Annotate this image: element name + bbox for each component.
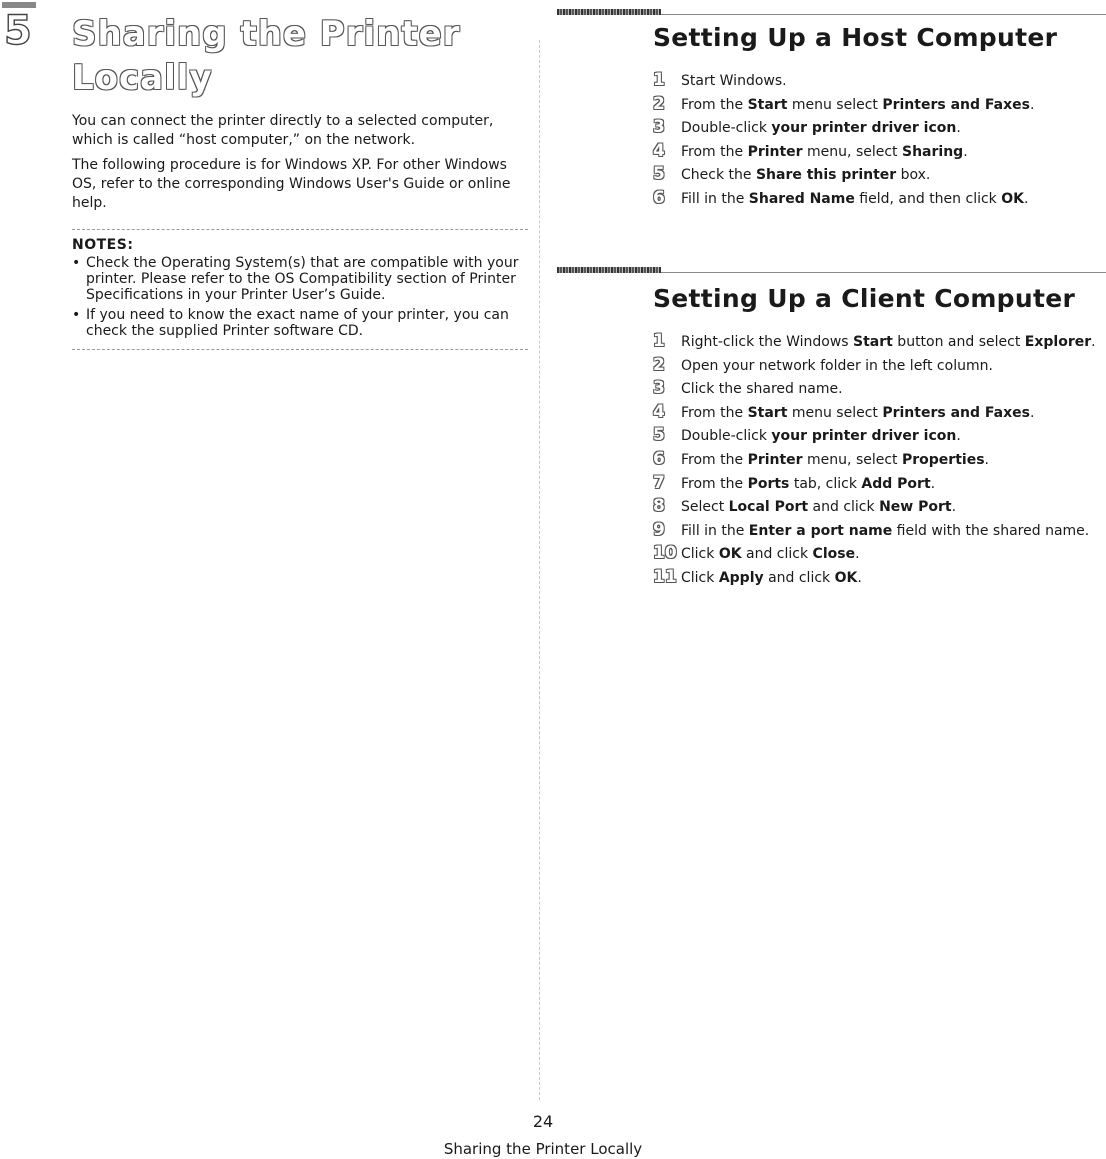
step-number: 3 xyxy=(653,117,665,138)
step-keyword: Share this printer xyxy=(755,167,897,184)
step-number: 1 xyxy=(653,70,665,90)
host-section-title: Setting Up a Host Computer xyxy=(653,23,1058,52)
running-footer: Sharing the Printer Locally xyxy=(443,1140,643,1158)
step-text: Click the shared name. xyxy=(681,381,843,398)
step-text: . xyxy=(963,143,968,160)
step-keyword: Printer xyxy=(747,451,803,468)
step-item xyxy=(653,401,1103,425)
step-number: 3 xyxy=(653,378,665,399)
chapter-number: 5 xyxy=(4,8,32,48)
step-number: 11 xyxy=(653,566,677,587)
step-text: Start Windows. xyxy=(681,73,787,89)
step-keyword: your printer driver icon xyxy=(771,120,957,137)
step-text: and click xyxy=(808,499,880,516)
section-rule-marker xyxy=(557,267,661,273)
step-text: Double-click xyxy=(681,428,772,445)
step-item xyxy=(653,472,1103,496)
client-section-title: Setting Up a Client Computer xyxy=(653,284,1076,313)
step-text: Open your network folder in the left column. xyxy=(681,357,993,374)
step-text: From the xyxy=(681,475,748,492)
step-keyword: Start xyxy=(853,334,893,350)
client-steps-list xyxy=(653,330,1103,590)
step-keyword: Shared Name xyxy=(748,190,855,207)
host-steps-list xyxy=(653,69,1103,211)
step-text: menu, select xyxy=(802,451,902,468)
step-number: 10 xyxy=(653,543,677,564)
step-keyword: OK xyxy=(834,569,858,586)
step-keyword: Sharing xyxy=(902,143,964,160)
step-text: menu select xyxy=(787,404,883,421)
note-item: • If you need to know the exact name of your printer, you can check the supplied Printer software CD. xyxy=(72,307,528,339)
step-number: 8 xyxy=(653,496,665,517)
step-item xyxy=(653,566,1103,590)
step-keyword: Explorer xyxy=(1024,334,1092,350)
step-text: From the xyxy=(681,404,748,421)
step-text: . xyxy=(984,451,989,468)
intro-text xyxy=(72,112,528,219)
step-text: . xyxy=(1029,96,1035,113)
step-keyword: Close xyxy=(812,546,856,563)
step-number: 4 xyxy=(653,401,665,422)
step-text: field, and then click xyxy=(854,190,1002,207)
step-keyword: Printers and Faxes xyxy=(882,96,1030,113)
step-item xyxy=(653,354,1103,378)
step-keyword: Ports xyxy=(747,475,790,492)
step-number: 7 xyxy=(653,472,665,493)
step-keyword: Add Port xyxy=(861,475,931,492)
step-number: 2 xyxy=(653,354,665,375)
notes-box xyxy=(72,229,528,350)
section-rule xyxy=(557,6,1106,15)
step-keyword: Apply xyxy=(718,569,764,586)
step-item xyxy=(653,140,1103,164)
step-number: 9 xyxy=(653,519,665,540)
step-item xyxy=(653,519,1103,543)
step-text: . xyxy=(956,428,961,445)
step-text: . xyxy=(1029,404,1035,421)
chapter-number-badge xyxy=(2,2,36,48)
step-text: field with the shared name. xyxy=(892,522,1090,539)
column-divider xyxy=(539,40,540,1100)
step-text: box. xyxy=(896,167,931,184)
step-keyword: Start xyxy=(747,96,788,113)
step-keyword: Enter a port name xyxy=(748,522,893,539)
step-text: menu, select xyxy=(802,143,902,160)
step-text: tab, click xyxy=(789,475,862,492)
step-text: Fill in the xyxy=(681,190,749,207)
step-item xyxy=(653,330,1103,354)
step-text: Select xyxy=(681,499,729,516)
step-text: menu select xyxy=(787,96,883,113)
step-item xyxy=(653,542,1103,566)
step-text: Click xyxy=(681,546,719,563)
step-text: . xyxy=(1023,190,1029,207)
page-number: 24 xyxy=(532,1112,554,1131)
step-keyword: Printers and Faxes xyxy=(882,404,1030,421)
step-text: . xyxy=(951,499,957,516)
step-text: . xyxy=(956,120,961,137)
step-text: Click xyxy=(681,569,719,586)
step-text: and click xyxy=(741,546,813,563)
step-item xyxy=(653,377,1103,401)
step-text: and click xyxy=(763,569,835,586)
step-text: . xyxy=(857,569,862,586)
intro-paragraph: You can connect the printer directly to a selected computer, which is called “host computer,” on the network. xyxy=(72,113,494,148)
step-text: From the xyxy=(681,451,748,468)
chapter-title: Sharing the Printer Locally xyxy=(72,14,461,98)
step-number: 6 xyxy=(653,448,665,469)
step-keyword: Printer xyxy=(747,143,803,160)
step-keyword: Properties xyxy=(902,451,985,468)
step-text: From the xyxy=(681,96,748,113)
notes-heading: NOTES: xyxy=(72,237,134,253)
step-item xyxy=(653,69,1103,93)
step-item xyxy=(653,116,1103,140)
step-text: . xyxy=(1091,334,1096,350)
intro-paragraph: The following procedure is for Windows XP. For other Windows OS, refer to the corresponding Windows User's Guide or online help. xyxy=(72,157,511,211)
step-text: Right-click the Windows xyxy=(681,334,854,350)
step-text: button and select xyxy=(892,334,1025,350)
step-text: Fill in the xyxy=(681,522,749,539)
step-number: 4 xyxy=(653,140,665,161)
step-item xyxy=(653,93,1103,117)
step-item xyxy=(653,495,1103,519)
step-number: 5 xyxy=(653,164,665,185)
step-text: . xyxy=(930,475,936,492)
step-keyword: OK xyxy=(718,546,742,563)
step-keyword: Local Port xyxy=(728,499,809,516)
step-keyword: New Port xyxy=(879,499,952,516)
step-number: 1 xyxy=(653,331,665,351)
notes-list xyxy=(72,255,528,339)
step-text: From the xyxy=(681,143,748,160)
note-item: • Check the Operating System(s) that are compatible with your printer. Please refer to the OS Compatibility section of Printer Specifications in your Printer User’s Guide. xyxy=(72,255,528,303)
step-text: . xyxy=(855,546,860,563)
section-rule-marker xyxy=(557,9,661,15)
step-number: 2 xyxy=(653,93,665,114)
step-item xyxy=(653,448,1103,472)
step-keyword: Start xyxy=(747,404,788,421)
step-keyword: your printer driver icon xyxy=(771,428,957,445)
step-item xyxy=(653,424,1103,448)
step-text: Check the xyxy=(681,167,756,184)
step-item xyxy=(653,163,1103,187)
step-keyword: OK xyxy=(1001,190,1024,207)
step-item xyxy=(653,187,1103,211)
step-number: 5 xyxy=(653,425,665,446)
section-rule xyxy=(557,264,1106,273)
step-number: 6 xyxy=(653,187,665,208)
step-text: Double-click xyxy=(681,120,772,137)
